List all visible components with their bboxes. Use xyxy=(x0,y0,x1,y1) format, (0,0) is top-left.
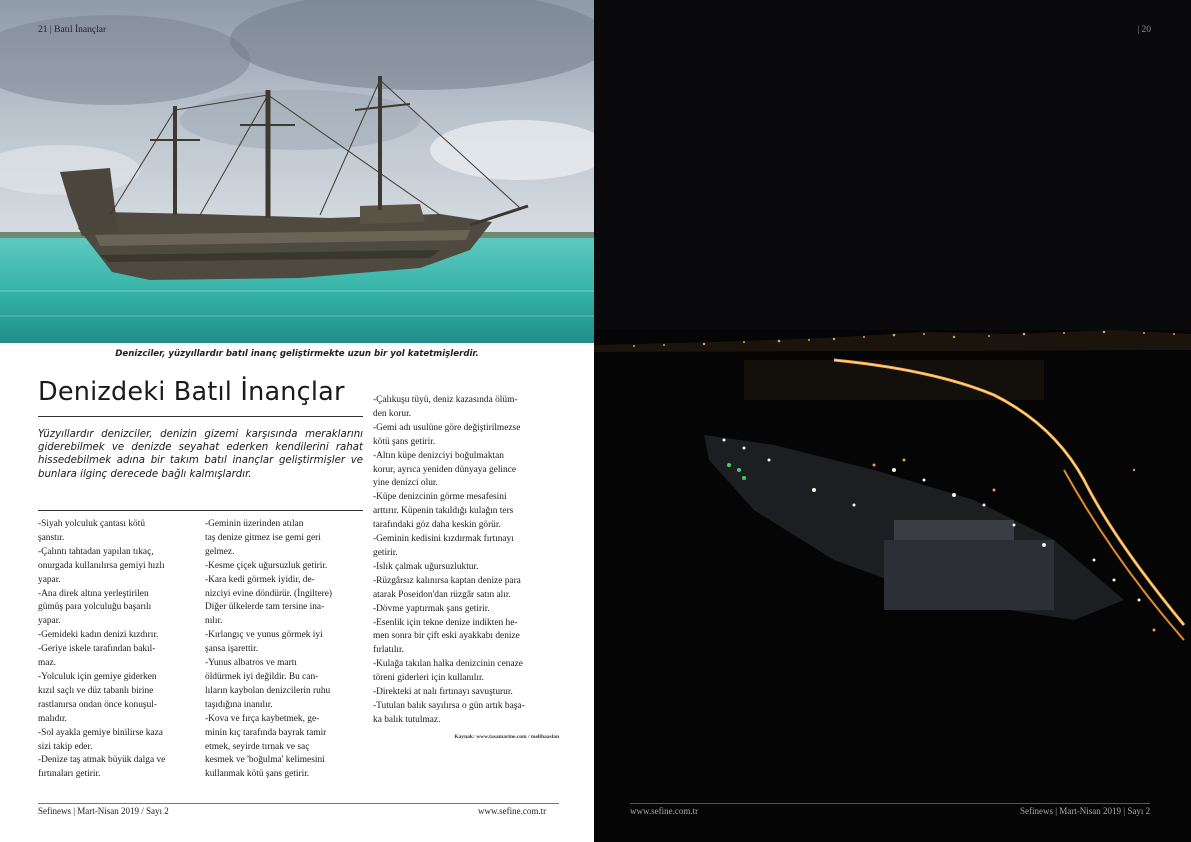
footer-divider-right xyxy=(630,803,1150,804)
ghost-ship-photo xyxy=(0,0,594,343)
list-item: -Çalıntı tahtadan yapılan tıkaç, onurgada kullanılırsa gemiyi hızlı yapar. xyxy=(38,546,165,585)
page-folio-left: 21 | Batıl İnançlar xyxy=(38,25,107,35)
list-item: -Kulağa takılan halka denizcinin cenaze töreni giderleri için kullanılır. xyxy=(373,659,523,684)
text-column-1 xyxy=(38,518,198,782)
list-item: -Islık çalmak uğursuzluktur. xyxy=(373,561,479,572)
list-item: -Altın küpe denizciyi boğulmaktan korur, ayrıca yeniden dünyaya gelince yine denizci olur. xyxy=(373,450,517,489)
article-intro: Yüzyıllardır denizciler, denizin gizemi karşısında meraklarını giderebilmek ve denizde seyahat ederken kendilerini rahat hissedebilmek adına bir takım batıl inançlar geliştirmişler ve bunlara ilginç derecede bağlı kalmışlardır. xyxy=(38,429,363,480)
photo-caption: Denizciler, yüzyıllardır batıl inanç geliştirmekte uzun bir yol katetmişlerdir. xyxy=(115,349,479,359)
footer-url-right[interactable]: www.sefine.com.tr xyxy=(630,806,699,816)
list-item: -Çalıkuşu tüyü, deniz kazasında ölüm- den korur. xyxy=(373,395,518,419)
footer-url-left[interactable]: www.sefine.com.tr xyxy=(478,806,547,816)
list-item: -Denize taş atmak büyük dalga ve fırtınaları getirir. xyxy=(38,755,166,780)
page-folio-right: | 20 xyxy=(1137,25,1151,35)
intro-divider xyxy=(38,510,363,511)
footer-issue-left: Sefinews | Mart-Nisan 2019 / Sayı 2 xyxy=(38,806,169,816)
list-item: -Kova ve fırça kaybetmek, ge- minin kıç tarafında bayrak tamir etmek, seyirde tırnak ve saç kesmek ve 'boğulma' kelimesini kullanmak kötü şans getirir. xyxy=(205,713,327,780)
list-item: -Tutulan balık sayılırsa o gün artık başa- ka balık tutulmaz. xyxy=(373,700,525,725)
list-item: -Küpe denizcinin görme mesafesini arttırır. Küpenin takıldığı kulağın ters tarafındaki göz daha keskin görür. xyxy=(373,492,514,531)
article-title: Denizdeki Batıl İnançlar xyxy=(38,377,345,407)
list-item: -Kara kedi görmek iyidir, de- nizciyi evine döndürür. (İngiltere) Diğer ülkelerde tam tersine ina- nılır. xyxy=(205,574,333,627)
list-item: -Geminin kedisini kızdırmak fırtınayı getirir. xyxy=(373,534,514,558)
footer-issue-right: Sefinews | Mart-Nisan 2019 | Sayı 2 xyxy=(1020,806,1151,816)
list-item: -Gemideki kadın denizi kızdırır. xyxy=(38,630,159,641)
text-column-3 xyxy=(373,394,559,728)
list-item: -Direkteki at nalı fırtınayı savuşturur. xyxy=(373,687,513,698)
night-port-photo xyxy=(594,0,1191,842)
list-item: -Yunus albatros ve martı öldürmek iyi değildir. Bu can- lıların kaybolan denizcilerin ruhu taşıdığına inanılır. xyxy=(205,658,331,710)
list-item: -Yolculuk için gemiye giderken kızıl saçlı ve düz tabanlı birine rastlanırsa ondan önce konuşul- malıdır. xyxy=(38,671,157,724)
footer-divider-left xyxy=(38,803,559,804)
list-item: -Gemi adı usulüne göre değiştirilmezse kötü şans getirir. xyxy=(373,422,521,447)
list-item: -Rüzgârsız kalınırsa kaptan denize para atarak Poseidon'dan rüzgâr satın alır. xyxy=(373,575,521,600)
list-item: -Ana direk altına yerleştirilen gümüş para yolculuğu başarılı yapar. xyxy=(38,588,152,627)
list-item: -Dövme yaptırmak şans getirir. xyxy=(373,603,490,614)
list-item: -Geminin üzerinden atılan taş denize gitmez ise gemi geri gelmez. xyxy=(205,519,321,557)
list-item: -Siyah yolculuk çantası kötü şanstır. xyxy=(38,519,146,543)
title-divider xyxy=(38,416,363,417)
right-page xyxy=(594,0,1191,842)
list-item: -Kırlangıç ve yunus görmek iyi şansa işarettir. xyxy=(205,630,323,655)
list-item: -Geriye iskele tarafından bakıl- maz. xyxy=(38,644,156,669)
list-item: -Kesme çiçek uğursuzluk getirir. xyxy=(205,560,328,571)
text-column-2 xyxy=(205,518,365,782)
left-page xyxy=(0,0,594,842)
list-item: -Esenlik için tekne denize indikten he- men sonra bir çift eski ayakkabı denize fırlatılır. xyxy=(373,617,520,656)
source-credit: Kaynak: www.tasamarine.com / melihaaslan xyxy=(454,734,559,740)
list-item: -Sol ayakla gemiye binilirse kaza sizi takip eder. xyxy=(38,727,163,752)
